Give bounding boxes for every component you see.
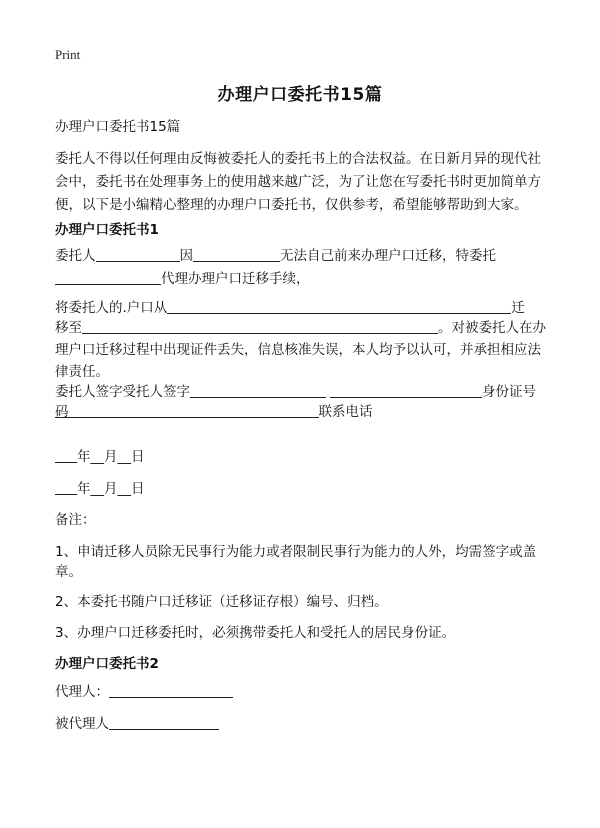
page-title: 办理户口委托书15篇 (217, 85, 383, 105)
s2-principal-line (55, 713, 219, 736)
date-line-1 (55, 446, 145, 469)
label-from: 将委托人的.户口从 (55, 300, 168, 316)
s1-p2-line-4: 律责任。 (55, 364, 109, 380)
label-liability-start: 。对被委托人在办 (438, 320, 546, 336)
label-principal-2: 被代理人 (55, 716, 109, 732)
intro-line-2: 会中，委托书在处理事务上的使用越来越广泛，为了让您在写委托书时更加简单方 (55, 174, 541, 190)
blank-reason (193, 247, 280, 262)
note-1-line-2: 章。 (55, 564, 82, 580)
label-to: 移至 (55, 320, 82, 336)
s2-agent-line (55, 681, 233, 704)
blank-agent-name (109, 683, 233, 698)
label-principal: 委托人 (55, 248, 96, 264)
label-signatures: 委托人签字受托人签字 (55, 384, 190, 400)
blank-principal-name (109, 715, 219, 730)
note-1-line-1: 1、申请迁移人员除无民事行为能力或者限制民事行为能力的人外，均需签字或盖 (55, 544, 537, 560)
date-text: 年__月__日 (77, 449, 145, 465)
print-link[interactable]: Print (55, 47, 81, 62)
note-2: 2、本委托书随户口迁移证（迁移证存根）编号、归档。 (55, 594, 388, 610)
blank-year (55, 448, 77, 463)
blank-id-number (69, 403, 319, 418)
s1-p2-line-2 (55, 317, 546, 340)
s1-p3-line-2 (55, 401, 373, 424)
intro-line-1: 委托人不得以任何理由反悔被委托人的委托书上的合法权益。在日新月异的现代社 (55, 151, 541, 167)
section-1-heading: 办理户口委托书1 (55, 222, 159, 238)
label-phone: 联系电话 (318, 404, 373, 420)
blank-principal-sign (190, 383, 326, 398)
date-text: 年__月__日 (77, 481, 145, 497)
intro-line-3: 便，以下是小编精心整理的办理户口委托书，仅供参考，希望能够帮助到大家。 (55, 197, 528, 213)
blank-agent (55, 270, 161, 285)
blank-agent-sign (330, 383, 482, 398)
label-id-number-end: 码 (55, 404, 69, 420)
s1-p1-line-2 (55, 268, 310, 291)
blank-phone (55, 417, 307, 418)
s1-p2-line-3: 理户口迁移过程中出现证件丢失，信息核准失误，本人均予以认可，并承担相应法 (55, 342, 541, 358)
section-2-heading: 办理户口委托书2 (55, 656, 159, 672)
s1-p1-line-1 (55, 245, 496, 268)
label-agent: 代理人： (55, 684, 109, 700)
note-label: 备注： (55, 512, 96, 528)
label-entrust: 无法自己前来办理户口迁移，特委托 (280, 248, 496, 264)
blank-from-address (167, 299, 511, 314)
blank-year (55, 480, 77, 495)
subtitle: 办理户口委托书15篇 (55, 119, 181, 135)
label-because: 因 (179, 248, 193, 264)
date-line-2 (55, 478, 145, 501)
note-3: 3、办理户口迁移委托时，必须携带委托人和受托人的居民身份证。 (55, 625, 456, 641)
label-agent-handle: 代理办理户口迁移手续， (161, 271, 310, 287)
blank-to-address (82, 319, 438, 334)
label-id-number: 身份证号 (482, 384, 536, 400)
label-move: 迁 (511, 300, 525, 316)
blank-principal (96, 247, 180, 262)
